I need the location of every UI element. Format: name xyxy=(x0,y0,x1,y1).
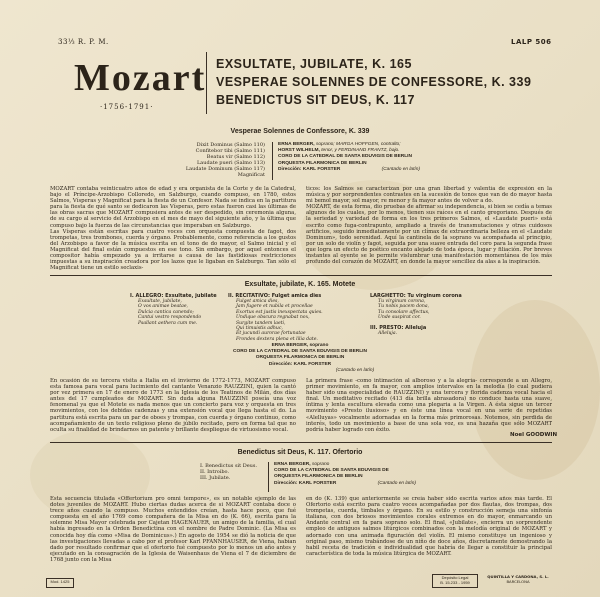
exsultate-movement xyxy=(370,293,480,336)
psalm-item: Beatus vir (Salmo 112) xyxy=(206,154,265,160)
legal-deposit-number: B. 15.233 - 1959 xyxy=(440,580,470,585)
legal-deposit-box xyxy=(432,574,478,588)
benedictus-movements xyxy=(200,463,260,481)
credit-line: CORO DE LA CATEDRAL DE SANTA EDUVIGIS DE BERLIN xyxy=(233,349,367,355)
credit-roles: soprano; MARGA HOFFGEN, contralto; xyxy=(315,142,401,147)
movement-title: I. ALLEGRO: Exsultate, jubilate xyxy=(130,293,217,299)
movement-item: III. Jubilate. xyxy=(200,475,231,481)
exsultate-notes-right: La primera frase -como intimación al alboroso y a la alegría- corresponde a un Allegro, primer movimiento, en fa mayor, con amplios intervalos en la melodía (lo cual pudiera haber sido una especialidad de RAUZZINI) y una tercera y florida cadenza vocal hacia el final. Un meditativo recitado (413 día brilla abrasadora) no conduce hasta una suave, íntima y lenta escultura elevada como una plegaria a la Virgen. A ésta sigue un tercer movimiento «Presto ilusioso» y en éste una línea vocal en una serie de repetidas «Alelluyas» vocalmente adornadas en la forma más primorosas. Notemos, sin perdida de interés, todo un movimiento a base de una sola voz, es una hazaña que sólo MOZART podría haber logrado con éxito. xyxy=(306,378,552,433)
credit-line: ERNA BERGER, soprano xyxy=(271,343,329,348)
composer-dates: ·1756-1791· xyxy=(100,103,154,111)
movement-text: Fulget amica dies, Jam fugere et nubila et procellae Exortus est justis inexspectata quies. Undique obscura regnabat nox, Surgite tandem laeti, Qui timuistis adhuc, Et jucundi aurorae fortunatae Frondes dextera plena et lilia date. xyxy=(236,299,323,342)
exsultate-movement xyxy=(228,293,348,342)
legal-deposit-label: Depósito Legal xyxy=(441,575,469,580)
exsultate-credits xyxy=(0,343,600,374)
psalm-item: Magnificat xyxy=(237,172,265,178)
vesperae-notes-left: MOZART contaba veinticuatro años de edad y era organista de la Corte y de la Catedral, bajo el Príncipe-Arzobispo Colloredo, en Salzburgo, cuando compuso, en 1780, estos Salmos, Vísperas y Magnificat para la fiesta de un Confesor. Nada se indica en la partitura para la fiesta de qué santo se dedicaron las Vísperas, pero estas fueron casi las últimas de las obras sacras que MOZART compusiera antes de ser despedido, sin ceremonia alguna, de su cargo al servicio del Arzobispo en el mes de mayo del siguiente año, y la última que compuso bajo la fuerza de las circunstancias que imperaban en Salzburgo. Las Vísperas están escritas para cuatro voces con orquesta compuesta de fagot, dos trompetas, tres trombones, cuerda y órgano. Probablemente, como referencia a los gustos del Arzobispo a favor de la música escrita en el tono de do mayor, el Salmo inicial y el Magnificat del final están compuestos en ese tono. Sin embargo, por aquel entonces el compositor había empezado ya a irritarse a causa de las fastidiosas restricciones impuestas a su inspiración creadora por los lazos que le ligaban en Salzburgo. Tan sólo el Magnificat tiene un estilo seclaxis- xyxy=(50,186,296,270)
model-code: Mod. 1425 xyxy=(50,579,70,584)
credit-names: ERNA BERGER, xyxy=(278,142,315,147)
movement-title: LARGHETTO: Tu virginum corona xyxy=(370,293,462,299)
credit-names: CORO DE LA CATEDRAL DE SANTA EDUVIGIS DE xyxy=(274,468,389,474)
psalm-item: Dixit Dominus (Salmo 110) xyxy=(196,142,265,148)
work-title: VESPERAE SOLENNES DE CONFESSORE, K. 339 xyxy=(216,75,532,89)
movement-text: Alleluja. xyxy=(378,330,398,336)
exsultate-heading: Exsultate, jubilate, K. 165. Motete xyxy=(244,281,356,288)
credit-names: Dirección: KARL FORSTER xyxy=(278,166,341,172)
author-signature: Noel GOODWIN xyxy=(510,432,558,438)
credit-names: CORO DE LA CATEDRAL DE SANTA EDUVIGIS DE BERLIN xyxy=(278,154,412,160)
credit-roles: (Cantado en latín) xyxy=(381,166,421,172)
movement-text: Exsultate, jubilate, O vos animae beatae, Dulcia cantica canendo; Cantui vestro respondendo Psallant aethera cum me. xyxy=(138,299,202,326)
credits-divider xyxy=(268,462,269,492)
credit-line: ORQUESTA FILARMONICA DE BERLIN xyxy=(255,355,345,361)
section-rule xyxy=(50,442,552,443)
printer-city: BARCELONA xyxy=(506,579,530,584)
work-title: EXSULTATE, JUBILATE, K. 165 xyxy=(216,57,412,71)
benedictus-heading: Benedictus sit Deus, K. 117. Ofertorio xyxy=(237,449,363,456)
benedictus-credits xyxy=(274,462,416,487)
credit-names: ERNA BERGER, xyxy=(274,462,311,467)
credit-roles: (Cantado en latín) xyxy=(377,480,417,486)
credit-names: HORST WILHELM, xyxy=(278,148,320,154)
credit-line: (Cantado en latín) xyxy=(335,367,375,373)
exsultate-notes-left: En ocasión de su tercera visita a Italia en el invierno de 1772-1773, MOZART compuso esta famosa para vocal para lucimiento del cantante Venanzio RAUZZINI, quien la cantó por vez primera en 17 de enero de 1773 en la Iglesia de los Teatinos de Milán, dos días antes del 17 cumpleaños de MOZART. Sin duda alguna RAUZZINI poseía una voz fenomenal ya que el Motete es nada menos que un concierto para voz y orquesta en tres movimientos, con los debidas cadenzas y una extensión vocal que llega hasta el do. La partitura está escrita para un par de oboes y trompas, con cuerda y órgano continuo, como acompañamiento de un texto religioso pleno de júbilo recitado, pero en forma tal que no oculta su finalidad de brindarnos un patente y brillante despliegue de virtuosismo vocal. xyxy=(50,378,296,433)
psalm-item: Laudate Dominum (Salmo 117) xyxy=(185,166,265,172)
movement-title: II. RECITATIVO: Fulget amica dies xyxy=(228,293,322,299)
credit-roles: soprano xyxy=(311,462,330,467)
movement-item: II. Introibo. xyxy=(200,469,230,475)
catalog-number: LALP 506 xyxy=(511,38,552,46)
credits-divider xyxy=(272,142,273,180)
credit-names: Dirección: KARL FORSTER xyxy=(274,480,337,486)
vesperae-heading: Vesperae Solennes de Confessore, K. 339 xyxy=(230,128,370,135)
printer-imprint xyxy=(482,574,554,584)
header-divider xyxy=(206,52,207,114)
movement-text: Tu virginum corona, Tu nobis pacem dona, Tu consolare affectus, Unde suspirat cor. xyxy=(378,299,430,321)
credit-names: ORQUESTA FILARMONICA DE BERLIN xyxy=(274,474,363,480)
movement-title: III. PRESTO: Alleluja xyxy=(370,324,427,331)
vesperae-credits xyxy=(278,142,420,173)
printer-name: QUINTILLA Y CARDONA, S. L. xyxy=(487,574,549,579)
section-rule xyxy=(50,275,552,276)
work-title: BENEDICTUS SIT DEUS, K. 117 xyxy=(216,93,415,107)
benedictus-notes-right: en do (K. 139) que anteriormente se creía haber sido escrita varios años más tarde. El Ofertorio está escrito para cuatro voces acompañadas por dos flautas, dos trompas, dos trompetas, cuerda, timbales y órgano. En su estilo y construcción semeja una sinfonía italiana, con dos briosos movimientos corales extremos en do mayor, enmarcando un Andante central en fa para soprano solo. El final, «Jubilate», encierra un sorprendente empleo de antiguos salmos litúrgicos combinados con la melodía original de MOZART y adornado con una animada figuración del violín. El mismo constituye un ingenioso y original paso, mismo trabándose de un niño de doce años, discretamente demostrando la habil receta de tradición e individualidad que habría de llegar a constituir la principal característica de toda la música litúrgica de MOZART. xyxy=(306,496,552,557)
credit-line: Dirección: KARL FORSTER xyxy=(268,361,332,367)
credit-roles: tenor, y FERDINAND FRANTZ, bajo. xyxy=(321,148,400,154)
psalm-list xyxy=(180,142,265,178)
composer-name: Mozart xyxy=(74,57,207,99)
benedictus-notes-left: Esta secuencia titulada «Offertorium pro omni tempore», es un notable ejemplo de las dotes juveniles de MOZART. Hubo ciertas dudas acerca de si MOZART contaba doce o trece años cuando la compuso. Muchos entendidos creían, hasta hace poco, que fué compuesta en el año 1769 como compañera de la Misa en do (K. 66), escrita para la solemne Misa Mayor celebrada por Cajetan HAGENAUER, un amigo de la familia, el cual había ingresado en la Orden Benedictina con el nombre de Padre Dominic. (La Misa es conocida hoy día como «Misa de Dominicus».) En agosto de 1954 se dió la noticia de que las investigaciones llevadas a cabo por el profesor Karl PFANNHAUSER, de Viena, habían dado por resultado confirmar que el ofertorio fué compuesto por lo menos un año antes y ejecutado en la consagración de la Iglesia de Waisenhaus de Viena el 7 de diciembre de 1768 junto con la Misa xyxy=(50,496,296,563)
credit-names: ORQUESTA FILARMONICA DE BERLIN xyxy=(278,160,367,166)
movement-item: I. Benedictus sit Deus. xyxy=(200,463,258,469)
playback-speed: 33⅓ R. P. M. xyxy=(58,38,109,46)
vesperae-notes-right: ticos: los Salmos se caracterizan por una gran libertad y valentía de expresión en la música y por sorprendentes contrastes en la sucesión de tonos que van de do mayor hasta mi bemol mayor, sol mayor, re menor y fa mayor antes de volver a do. MOZART, de esta forma, dio pruebas de afirmar su independencia, si bien se cedía a temas algunos de los cuales, por lo menos, tienen sus raíces en el canto gregoriano. Después de la seriedad y variedad de forma en los tres primeros Salmos, el «Laudate pueri» está escrito como fuga-contrapunto, ampliado a través de transmutaciones y otras cuidosos artificios, seguido inmediatamente por un clímax de extraordinaria belleza en el «Laudate Dominum», todo serenidad. Aquí la cantinela de la soprano va acompañada al principio, por un solo de violín y fagot, seguida por una suave entrada del coro para la segunda frase que logra un efecto de poético encanto alejado de toda época, lugar y filiación. Por breves instantes al oyente se le permite vislumbrar una manifestación momentánea de los más profundo del corazón de MOZART, en donde la mayor sencillez da alas a la inspiración. xyxy=(306,186,552,266)
psalm-item: Confitebor tibi (Salmo 111) xyxy=(195,148,265,154)
exsultate-movement xyxy=(130,293,218,326)
psalm-item: Laudate pueri (Salmo 113) xyxy=(196,160,265,166)
model-code-box xyxy=(46,578,74,588)
